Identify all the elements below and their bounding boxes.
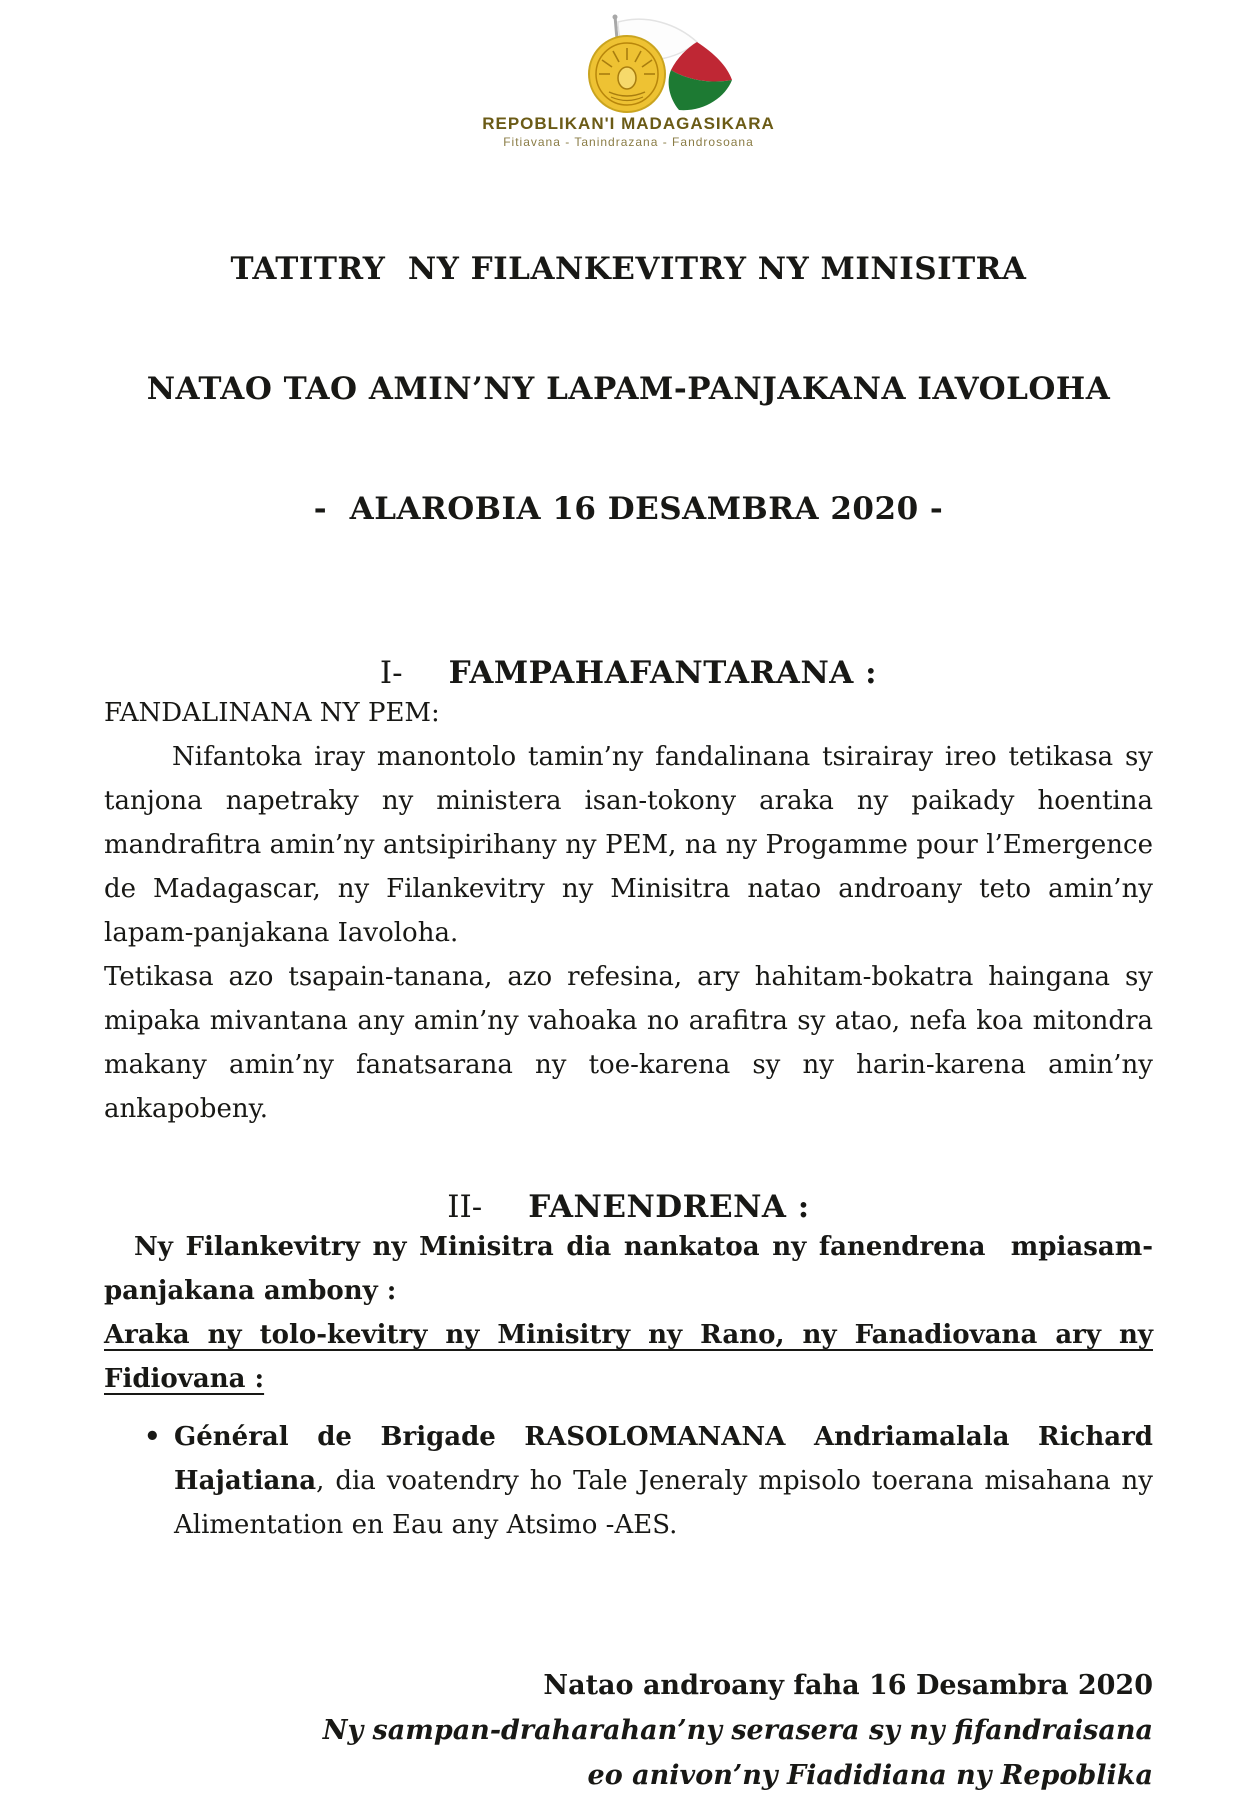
logo-motto: Fitiavana - Tanindrazana - Fandrosoana — [503, 135, 754, 149]
bullet-icon: • — [144, 1422, 161, 1452]
logo-block — [104, 14, 1153, 149]
section-2-label: FANENDRENA : — [528, 1189, 810, 1225]
signature-date-line: Natao androany faha 16 Desambra 2020 — [543, 1670, 1153, 1701]
section-1-paragraph-1: Nifantoka iray manontolo tamin’ny fandalinana tsirairay ireo tetikasa sy tanjona napetraky ny ministera isan-tokony araka ny paikady hoentina mandrafitra amin’ny antsipirihany ny PEM, na ny Progamme pour l’Emergence de Madagascar, ny Filankevitry ny Minisitra natao androany teto amin’ny lapam-panjakana Iavoloha. — [104, 742, 1153, 948]
section-1-subheading: FANDALINANA NY PEM: — [104, 698, 440, 728]
appointment-list-item — [104, 1415, 1153, 1547]
signature-block — [104, 1663, 1153, 1798]
appointment-text — [174, 1415, 1153, 1547]
title-line-1: TATITRY NY FILANKEVITRY NY MINISITRA — [230, 251, 1027, 287]
section-1-label: FAMPAHAFANTARANA : — [448, 655, 878, 691]
signature-dept-line-2: eo anivon’ny Fiadidiana ny Repoblika — [587, 1760, 1153, 1791]
signature-dept-line-1: Ny sampan-draharahan’ny serasera sy ny fifandraisana — [322, 1715, 1153, 1746]
title-line-3: - ALAROBIA 16 DESAMBRA 2020 - — [313, 491, 944, 527]
section-2-body — [104, 1225, 1153, 1547]
section-1-body — [104, 691, 1153, 1131]
section-2-heading — [104, 1189, 1153, 1225]
section-1-heading — [104, 655, 1153, 691]
document-title — [104, 169, 1153, 609]
appointee-name: Général de Brigade RASOLOMANANA Andriamalala Richard Hajatiana — [174, 1422, 1153, 1496]
section-2-proposal-heading: Araka ny tolo-kevitry ny Minisitry ny Rano, ny Fanadiovana ary ny Fidiovana : — [104, 1320, 1153, 1394]
section-1-paragraph-2: Tetikasa azo tsapain-tanana, azo refesina, ary hahitam-bokatra haingana sy mipaka mivantana any amin’ny vahoaka no arafitra sy atao, nefa koa mitondra makany amin’ny fanatsarana ny toe-karena sy ny harin-karena amin’ny ankapobeny. — [104, 962, 1153, 1124]
section-2-numeral: II- — [447, 1189, 483, 1225]
madagascar-seal-icon — [519, 14, 739, 116]
title-line-2: NATAO TAO AMIN’NY LAPAM-PANJAKANA IAVOLOHA — [146, 371, 1111, 407]
appointment-description: , dia voatendry ho Tale Jeneraly mpisolo toerana misahana ny Alimentation en Eau any Atsimo -AES. — [174, 1466, 1153, 1540]
section-2-intro: Ny Filankevitry ny Minisitra dia nankatoa ny fanendrena mpiasam-panjakana ambony : — [104, 1232, 1153, 1306]
section-1-numeral: I- — [379, 655, 403, 691]
logo-country-name: REPOBLIKAN'I MADAGASIKARA — [482, 114, 775, 133]
